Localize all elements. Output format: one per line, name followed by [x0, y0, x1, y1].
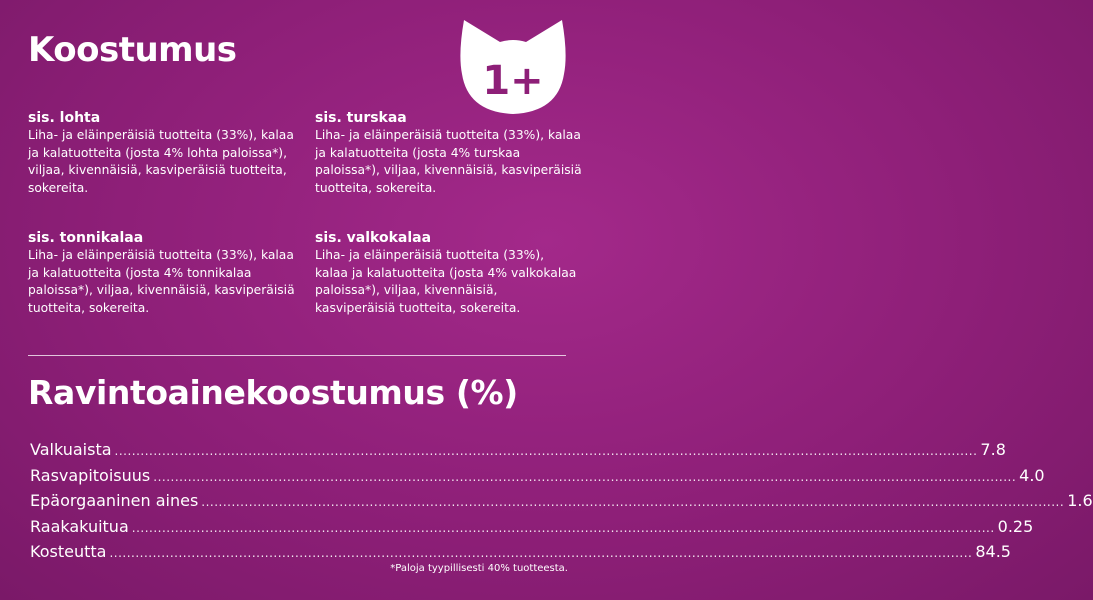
- nutrient-label: Kosteutta: [30, 542, 107, 561]
- nutrient-label: Epäorgaaninen aines: [30, 491, 199, 510]
- nutrition-row-ash: [30, 488, 1093, 514]
- dot-leader: ........................................................................................................................................................................................................: [201, 495, 1065, 509]
- nutrition-row-moisture: [30, 539, 1011, 565]
- variant-tuna: [28, 229, 298, 317]
- nutrition-title: Ravintoainekoostumus (%): [28, 373, 518, 412]
- variant-title: sis. turskaa: [315, 110, 407, 126]
- variant-title: sis. lohta: [28, 110, 101, 126]
- variant-title: sis. valkokalaa: [315, 230, 432, 246]
- variant-text: Liha- ja eläinperäisiä tuotteita (33%), kalaa ja kalatuotteita (josta 4% tonnikalaa paloissa*), viljaa, kivennäisiä, kasviperäisiä tuotteita, sokereita.: [28, 248, 295, 315]
- badge-text: 1+: [482, 58, 544, 104]
- nutrient-label: Valkuaista: [30, 440, 112, 459]
- nutrient-label: Rasvapitoisuus: [30, 465, 151, 485]
- dot-leader: ........................................................................................................................................................................................................: [131, 520, 995, 535]
- dot-leader: ........................................................................................................................................................................................................: [114, 444, 978, 458]
- footnote: *Paloja tyypillisesti 40% tuotteesta.: [390, 563, 568, 574]
- cat-head-icon: [450, 14, 576, 118]
- page-title: Koostumus: [28, 30, 237, 70]
- variant-whitefish: [315, 229, 577, 317]
- variant-text: Liha- ja eläinperäisiä tuotteita (33%), kalaa ja kalatuotteita (josta 4% lohta paloissa*), viljaa, kivennäisiä, kasviperäisiä tuotteita, sokereita.: [28, 128, 294, 195]
- nutrient-value: 1.6: [1067, 491, 1093, 510]
- variant-title: sis. tonnikalaa: [28, 230, 144, 246]
- nutrition-row-protein: [30, 437, 1006, 463]
- variant-cod: [315, 109, 585, 197]
- nutrition-row-fat: [30, 463, 1045, 489]
- nutrition-table: [30, 437, 1093, 565]
- variant-salmon: [28, 109, 298, 197]
- nutrition-row-fibre: [30, 514, 1034, 540]
- nutrient-value: 84.5: [975, 542, 1011, 561]
- variant-text: Liha- ja eläinperäisiä tuotteita (33%), kalaa ja kalatuotteita (josta 4% valkokalaa paloissa*), viljaa, kivennäisiä, kasviperäisiä tuotteita, sokereita.: [315, 248, 577, 315]
- nutrient-value: 7.8: [980, 440, 1006, 459]
- nutrient-value: 0.25: [997, 516, 1034, 536]
- divider: [28, 355, 566, 356]
- nutrient-value: 4.0: [1019, 465, 1045, 485]
- dot-leader: ........................................................................................................................................................................................................: [153, 469, 1017, 484]
- dot-leader: ........................................................................................................................................................................................................: [109, 546, 973, 560]
- nutrient-label: Raakakuitua: [30, 516, 129, 536]
- variant-text: Liha- ja eläinperäisiä tuotteita (33%), kalaa ja kalatuotteita (josta 4% turskaa paloissa*), viljaa, kivennäisiä, kasviperäisiä tuotteita, sokereita.: [315, 128, 582, 195]
